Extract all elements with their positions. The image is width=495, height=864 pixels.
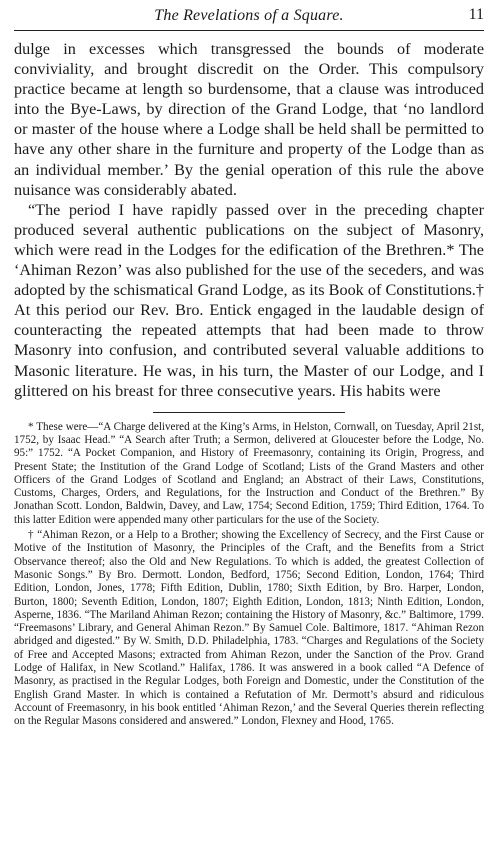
footnotes — [14, 421, 484, 729]
body-paragraph: dulge in excesses which transgressed the bounds of moderate conviviality, and brought discredit on the Order. This compulsory practice became at length so burdensome, that a clause was introduced into the Bye-Laws, by direction of the Grand Lodge, that ‘no landlord or master of the house where a Lodge shall be held shall be permitted to have any other share in the furniture and property of the Lodge than as an individual member.’ By the genial operation of this rule the above nuisance was considerably abated. — [14, 40, 484, 199]
running-title: The Revelations of a Square. — [154, 7, 344, 24]
body-text — [14, 39, 484, 401]
book-page — [14, 6, 484, 856]
page-number: 11 — [468, 6, 484, 23]
footnote: † “Ahiman Rezon, or a Help to a Brother; showing the Excellency of Secrecy, and the First Cause or Motive of the Institution of Masonry, the Principles of the Craft, and the Benefits from a Strict Observance thereof; also the Old and New Regulations. To which is added, the greatest Collection of Masonic Songs.” By Bro. Dermott. London, Bedford, 1756; Second Edition, London, 1764; Third Edition, London, Jones, 1778; Fifth Edition, Dublin, 1780; Sixth Edition, by Bro. Harper, London, Burton, 1800; Seventh Edition, London, 1807; Eighth Edition, London, 1813; Ninth Edition, London, Asperne, 1836. “The Mariland Ahiman Rezon; containing the History of Masonry, &c.” Baltimore, 1799. “Freemasons’ Library, and General Ahiman Rezon.” By Samuel Cole. Baltimore, 1817. “Ahiman Rezon abridged and digested.” By W. Smith, D.D. Philadelphia, 1783. “Charges and Regulations of the Society of Free and Accepted Masons; extracted from Ahiman Rezon, under the Sanction of the Prov. Grand Lodge of Halifax, in New Scotland.” Halifax, 1786. It was answered in a book called “A Defence of Masonry, as practised in the Regular Lodges, both Foreign and Domestic, under the Constitution of the English Grand Master. In which is contained a Refutation of Mr. Dermott’s absurd and ridiculous Account of Freemasonry, in his book entitled ‘Ahiman Rezon,’ and the Several Queries therein reflecting on the Regular Masons considered and answered.” London, Flexney and Hood, 1765. — [14, 529, 484, 728]
running-head — [14, 6, 484, 31]
body-paragraph: “The period I have rapidly passed over in the preceding chapter produced several authentic publications on the subject of Masonry, which were read in the Lodges for the edification of the Brethren.* The ‘Ahiman Rezon’ was also published for the use of the seceders, and was adopted by the schismatical Grand Lodge, as its Book of Constitutions.† At this period our Rev. Bro. Entick engaged in the laudable design of counteracting the repeated attempts that had been made to throw Masonry into confusion, and contributed several valuable additions to Masonic literature. He was, in his turn, the Master of our Lodge, and I glittered on his breast for three consecutive years. His habits were — [14, 200, 484, 400]
footnote-divider — [153, 412, 345, 413]
footnote: * These were—“A Charge delivered at the King’s Arms, in Helston, Cornwall, on Tuesday, April 21st, 1752, by Isaac Head.” “A Search after Truth; a Sermon, delivered at Gloucester before the Lodge, No. 95:” 1752. “A Pocket Companion, and History of Freemasonry, containing its Origin, Progress, and Present State; the Institution of the Grand Lodge of Scotland; Lists of the Grand Masters and other Officers of the Grand Lodges of Scotland and England; an Abstract of their Laws, Constitutions, Customs, Charges, Orders, and Regulations, for the Instruction and Conduct of the Brethren.” By Jonathan Scott. London, Baldwin, Davey, and Law, 1754; Second Edition, 1759; Third Edition, 1764. To this latter Edition were appended many other particulars for the use of the Society. — [14, 420, 484, 526]
